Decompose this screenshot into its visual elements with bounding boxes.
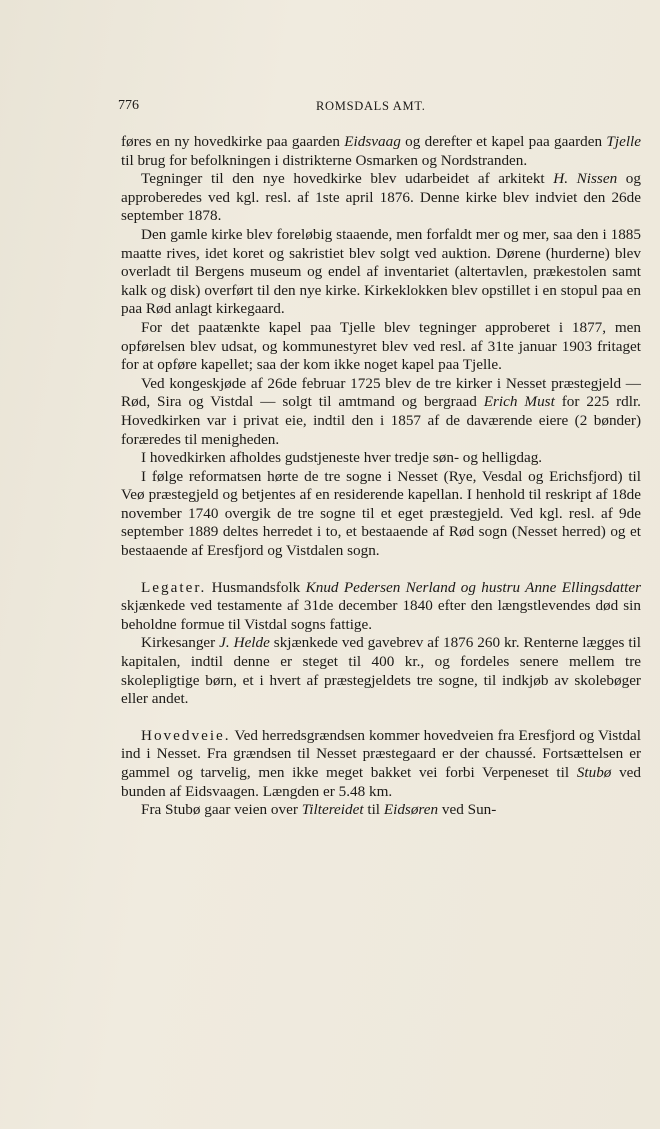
- page-header: [118, 98, 640, 118]
- section-heading: Hovedveie.: [141, 726, 231, 744]
- paragraph: føres en ny hovedkirke paa gaarden Eidsvaag og derefter et kapel paa gaarden Tjelle til brug for befolkningen i distrikterne Osmarken og Nordstranden.: [121, 133, 642, 169]
- paragraph: Den gamle kirke blev foreløbig staaende, men forfaldt mer og mer, saa den i 1885 maatte rives, idet koret og sakristiet blev solgt ved auktion. Dørene (hurderne) blev overladt til Bergens museum og endel af inventariet (altertavlen, prækestolen samt kalk og disk) overført til den nye kirke. Kirkeklokken blev opstillet i en stopul paa en paa Rød anlagt kirkegaard.: [121, 225, 641, 318]
- paragraph: Fra Stubø gaar veien over Tiltereidet til Eidsøren ved Sun-: [141, 801, 497, 819]
- page-body: [121, 133, 641, 820]
- running-title: ROMSDALS AMT.: [316, 99, 426, 113]
- paragraph: For det paatænkte kapel paa Tjelle blev tegninger approberet i 1877, men opførelsen blev udsat, og kommunestyret blev ved resl. af 31te januar 1903 fritaget for at opføre kapellet; saa der kom ikke noget kapel paa Tjelle.: [121, 318, 641, 374]
- paragraph: I følge reformatsen hørte de tre sogne i Nesset (Rye, Vesdal og Erichsfjord) til Veø præstegjeld og betjentes af en residerende kapellan. I henhold til reskript af 18de november 1740 overgik de tre sogne til et eget præstegjeld. Ved kgl. resl. af 9de september 1889 deltes herredet i to, et bestaaende af Rød sogn (Nesset herred) og et bestaaende af Eresfjord og Vistdalen sogn.: [121, 467, 641, 560]
- section-hovedveie: Hovedveie. Ved herredsgrændsen kommer hovedveien fra Eresfjord og Vistdal ind i Nesset. Fra grændsen til Nesset præstegaard er der chaussé. Fortsættelsen er gammel og tarvelig, men ikke meget bakket vei forbi Verpeneset til Stubø ved bunden af Eidsvaagen. Længden er 5.48 km.: [121, 726, 642, 800]
- paragraph: Kirkesanger J. Helde skjænkede ved gavebrev af 1876 260 kr. Renterne lægges til kapitalen, indtil denne er steget til 400 kr., og fordeles senere mellem tre skolepligtige børn, et i hvert af præstegjeldets tre sogne, til indkjøb av skolebøger eller andet.: [121, 634, 641, 708]
- paragraph: Tegninger til den nye hovedkirke blev udarbeidet af arkitekt H. Nissen og approberedes ved kgl. resl. af 1ste april 1876. Denne kirke blev indviet den 26de september 1878.: [121, 170, 641, 225]
- paragraph: I hovedkirken afholdes gudstjeneste hver tredje søn- og helligdag.: [141, 449, 543, 467]
- section-heading: Legater.: [141, 578, 207, 596]
- page-number: 776: [118, 98, 139, 113]
- paragraph: Ved kongeskjøde af 26de februar 1725 blev de tre kirker i Nesset præstegjeld — Rød, Sira og Vistdal — solgt til amtmand og bergraad Erich Must for 225 rdlr. Hovedkirken var i privat eie, indtil den i 1857 af de daværende eiere (2 bønder) foræredes til menigheden.: [121, 374, 641, 448]
- section-legater: Legater. Husmandsfolk Knud Pedersen Nerland og hustru Anne Ellingsdatter skjænkede ved testamente af 31de december 1840 efter den længstlevendes død sin beholdne formue til Vistdal sogns fattige.: [121, 578, 642, 633]
